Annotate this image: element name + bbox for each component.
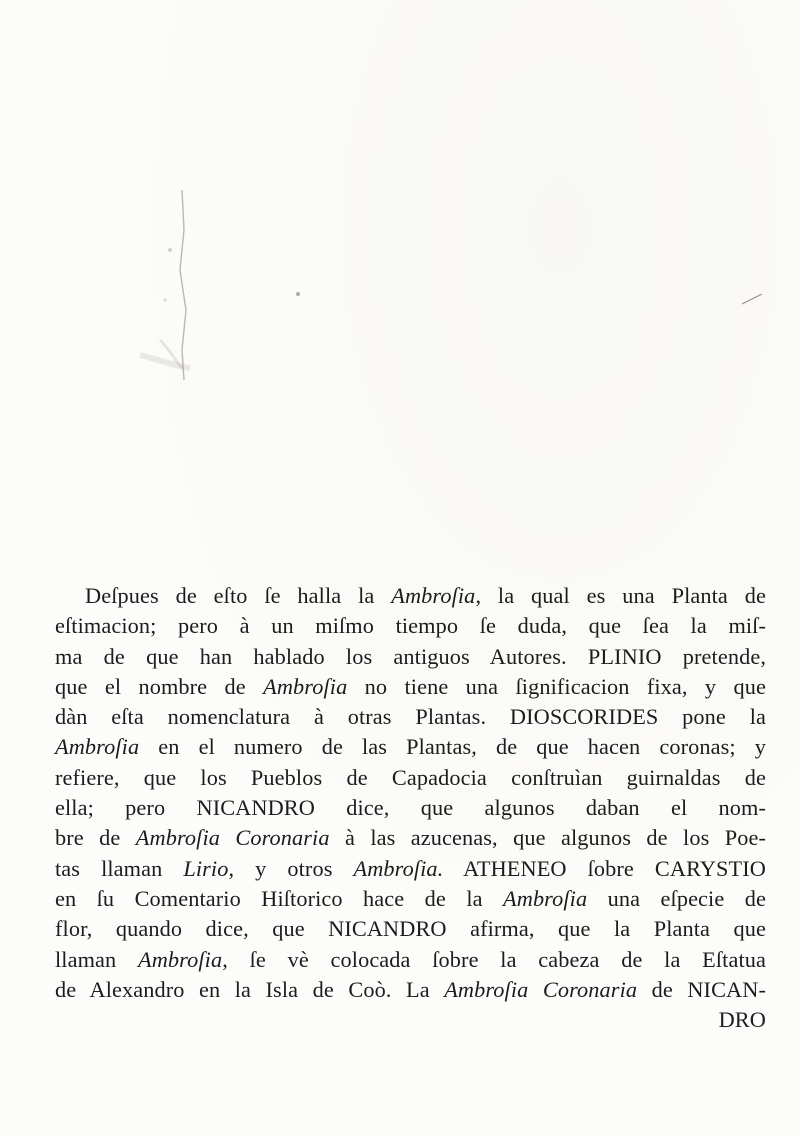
text-run: de NICAN- <box>637 976 766 1002</box>
text-run: tas llaman <box>55 855 184 881</box>
body-paragraph <box>55 581 766 1035</box>
text-run: llaman <box>55 946 138 972</box>
text-line <box>55 672 766 702</box>
text-run: en ſu Comentario Hiſtorico hace de la <box>55 885 504 911</box>
text-line <box>55 823 766 853</box>
text-run: dàn eſta nomenclatura à otras Plantas. DIOSCORIDES pone la <box>55 704 766 730</box>
text-line <box>55 581 766 611</box>
catchword: DRO <box>718 1007 766 1033</box>
text-line <box>55 884 766 914</box>
italic-term: Ambroſia Coronaria <box>444 976 638 1002</box>
text-run: ella; pero NICANDRO dice, que algunos daban el nom- <box>55 795 766 821</box>
text-line <box>55 975 766 1005</box>
italic-term: Ambroſia <box>391 583 476 608</box>
text-line <box>55 642 766 672</box>
text-run: , la qual es una Planta de <box>475 583 766 608</box>
text-run: que el nombre de <box>55 673 264 699</box>
text-run: bre de <box>55 825 136 851</box>
text-run: flor, quando dice, que NICANDRO afirma, que la Planta que <box>55 916 766 942</box>
text-line <box>55 945 766 975</box>
text-run: no tiene una ſignificacion fixa, y que <box>347 673 766 699</box>
text-run: ATHENEO ſobre CARYSTIO <box>443 855 766 881</box>
text-run: à las azucenas, que algunos de los Poe- <box>329 825 767 851</box>
scan-bleed-mark <box>120 190 230 390</box>
text-line <box>55 914 766 944</box>
scan-speck <box>740 290 770 320</box>
text-run: Deſpues de eſto ſe halla la <box>85 583 392 608</box>
italic-term: Ambroſia <box>263 673 348 699</box>
text-line <box>55 854 766 884</box>
text-run: ma de que han hablado los antiguos Autores. PLINIO pretende, <box>55 643 766 669</box>
text-line <box>55 702 766 732</box>
italic-term: Ambroſia <box>137 946 223 972</box>
text-run: , y otros <box>228 855 354 881</box>
italic-term: Lirio <box>183 855 229 881</box>
text-run: una eſpecie de <box>587 885 766 911</box>
text-run: en el numero de las Plantas, de que hacen coronas; y <box>139 734 766 760</box>
italic-term: Ambroſia <box>503 885 588 911</box>
text-run: refiere, que los Pueblos de Capadocia conſtruìan guirnaldas de <box>55 764 766 790</box>
italic-term: Ambroſia <box>55 734 140 760</box>
text-run: , ſe vè colocada ſobre la cabeza de la Eſtatua <box>222 946 766 972</box>
text-run: eſtimacion; pero à un miſmo tiempo ſe duda, que ſea la miſ- <box>55 613 766 639</box>
text-run: de Alexandro en la Isla de Coò. La <box>55 976 445 1002</box>
italic-term: Ambroſia. <box>353 855 444 881</box>
text-line <box>55 611 766 641</box>
scan-speck <box>290 286 306 302</box>
text-line <box>55 793 766 823</box>
text-line <box>55 732 766 762</box>
text-line <box>55 763 766 793</box>
italic-term: Ambroſia Coronaria <box>135 825 330 851</box>
